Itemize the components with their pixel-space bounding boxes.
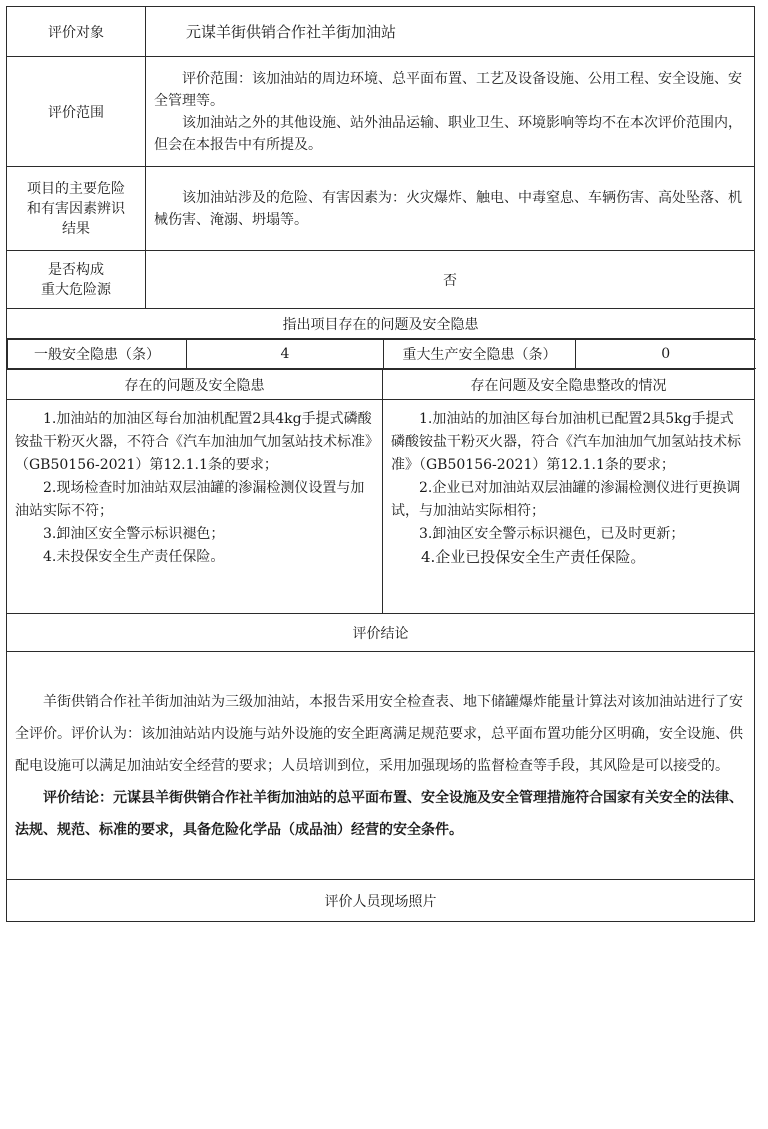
major-hazard-value: 否 [146,251,755,309]
scope-label: 评价范围 [7,57,146,167]
conclusion-final: 评价结论：元谋县羊街供销合作社羊街加油站的总平面布置、安全设施及安全管理措施符合国家有关安全的法律、法规、规范、标准的要求，具备危险化学品（成品油）经营的安全条件。 [15,789,743,838]
major-hazard-row [7,251,755,309]
counts-row [7,339,755,370]
issue-item-4: 4.未投保安全生产责任保险。 [43,549,225,565]
rectification-item-4: 4.企业已投保安全生产责任保险。 [421,548,646,566]
issues-column-right-header: 存在问题及安全隐患整改的情况 [383,370,755,400]
scope-paragraph-1: 评价范围：该加油站的周边环境、总平面布置、工艺及设备设施、公用工程、安全设施、安全管理等。 [154,70,742,109]
rectification-item-2: 2.企业已对加油站双层油罐的渗漏检测仪进行更换调试，与加油站实际相符； [391,480,741,519]
issues-columns-row [7,370,755,400]
major-hazard-label-line-2: 重大危险源 [41,281,111,298]
conclusion-header: 评价结论 [7,614,755,652]
evaluation-table [6,6,755,922]
issue-item-3: 3.卸油区安全警示标识褪色； [43,526,225,542]
rectification-item-3: 3.卸油区安全警示标识褪色，已及时更新； [419,526,685,542]
major-hazard-label-line-1: 是否构成 [48,261,104,278]
hazards-label-line-2: 和有害因素辨识 [27,200,125,217]
hazards-content [146,167,755,251]
issue-item-2: 2.现场检查时加油站双层油罐的渗漏检测仪设置与加油站实际不符； [15,480,365,519]
hazards-row [7,167,755,251]
counts-cell [7,339,755,370]
issues-header-row [7,309,755,339]
scope-paragraph-2: 该加油站之外的其他设施、站外油品运输、职业卫生、环境影响等均不在本次评价范围内，但会在本报告中有所提及。 [154,114,742,153]
hazards-text: 该加油站涉及的危险、有害因素为：火灾爆炸、触电、中毒窒息、车辆伤害、高处坠落、机械伤害、淹溺、坍塌等。 [154,189,742,228]
object-row [7,7,755,57]
hazards-label-line-3: 结果 [62,220,90,237]
issues-detail-row [7,400,755,614]
object-label: 评价对象 [7,7,146,57]
conclusion-header-row [7,614,755,652]
photos-header-row [7,880,755,922]
major-hazard-count-value: 0 [576,340,756,369]
issues-left-list [7,400,383,614]
scope-content [146,57,755,167]
issues-header: 指出项目存在的问题及安全隐患 [7,309,755,339]
scope-row [7,57,755,167]
general-hazard-count-value: 4 [187,340,384,369]
counts-inner-table [7,339,756,369]
hazards-label [7,167,146,251]
issues-column-left-header: 存在的问题及安全隐患 [7,370,383,400]
conclusion-content [7,652,755,880]
issues-right-list [383,400,755,614]
major-hazard-label [7,251,146,309]
object-value: 元谋羊街供销合作社羊街加油站 [146,7,755,57]
hazards-label-line-1: 项目的主要危险 [27,180,125,197]
conclusion-row [7,652,755,880]
issue-item-1: 1.加油站的加油区每台加油机配置2具4kg手提式磷酸铵盐干粉灭火器，不符合《汽车加油加气加氢站技术标准》（GB50156-2021）第12.1.1条的要求； [15,411,372,473]
general-hazard-count-label: 一般安全隐患（条） [8,340,187,369]
conclusion-body: 羊街供销合作社羊街加油站为三级加油站，本报告采用安全检查表、地下储罐爆炸能量计算法对该加油站进行了安全评价。评价认为：该加油站站内设施与站外设施的安全距离满足规范要求，总平面布置功能分区明确，安全设施、供配电设施可以满足加油站安全经营的要求；人员培训到位，采用加强现场的监督检查等手段，其风险是可以接受的。 [15,693,743,774]
major-hazard-count-label: 重大生产安全隐患（条） [384,340,576,369]
photos-header: 评价人员现场照片 [7,880,755,922]
rectification-item-1: 1.加油站的加油区每台加油机已配置2具5kg手提式磷酸铵盐干粉灭火器，符合《汽车加油加气加氢站技术标准》（GB50156-2021）第12.1.1条的要求； [391,411,741,473]
